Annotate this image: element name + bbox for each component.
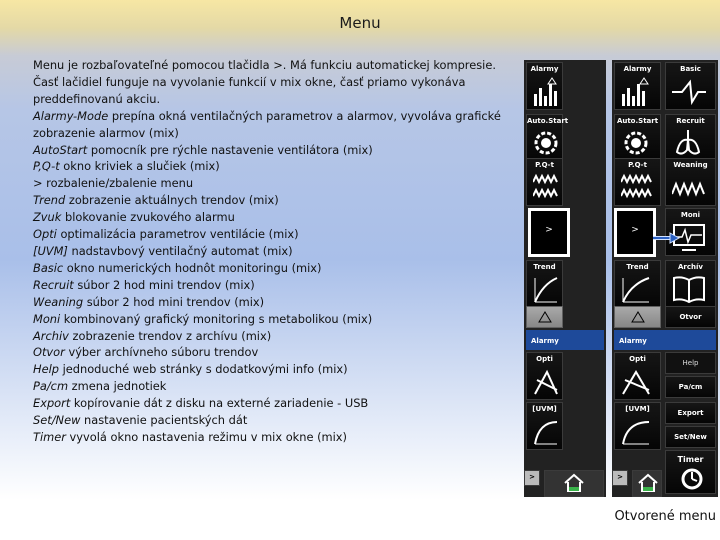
pacm-label: Pa/cm — [678, 383, 703, 391]
timer-label: Timer — [677, 455, 704, 464]
description-line — [33, 91, 508, 108]
term-label: [UVM] — [33, 243, 68, 258]
sound-mute-button[interactable] — [526, 306, 563, 328]
description-line — [33, 175, 508, 192]
pqt-label: P.Q-t — [535, 161, 554, 169]
trend-button[interactable] — [614, 260, 661, 308]
line-text: nadstavbový ventilačný automat (mix) — [67, 243, 293, 258]
description-list — [33, 57, 508, 446]
expand-small-label: > — [617, 473, 623, 481]
export-button[interactable] — [665, 402, 716, 424]
expand-small-button[interactable] — [524, 470, 540, 486]
basic-button[interactable] — [665, 62, 716, 110]
term-label: Trend — [33, 193, 66, 208]
uvm-curve-icon — [533, 416, 559, 446]
line-text: preddefinovanú akciu. — [33, 91, 161, 106]
lungs-icon — [672, 128, 706, 158]
home-icon — [637, 473, 659, 493]
expand-label: > — [631, 225, 639, 235]
term-label: Help — [33, 362, 59, 377]
trend-button[interactable] — [526, 260, 563, 308]
open-menu-caption: Otvorené menu — [614, 509, 716, 524]
line-text: pomocník pre rýchle nastavenie ventilátora (mix) — [87, 142, 373, 157]
trend-label: Trend — [533, 263, 556, 271]
line-text: Menu je rozbaľovateľné pomocou tlačidla >. Má funkciu automatickej kompresie. — [33, 58, 496, 72]
uvm-curve-icon — [621, 416, 651, 446]
menu-open-panel — [612, 60, 718, 497]
line-text: prepína okná ventilačných parametrov a alarmov, vyvoláva grafické — [108, 108, 501, 123]
waveform-icon — [621, 172, 655, 202]
timer-icon — [680, 467, 704, 491]
opti-compass-icon — [621, 366, 651, 396]
bell-icon — [628, 311, 648, 325]
book-icon — [672, 274, 706, 304]
term-label: Otvor — [33, 345, 65, 360]
description-line — [33, 158, 508, 175]
line-text: súbor 2 hod mini trendov (mix) — [73, 277, 255, 292]
alarmy-bar[interactable] — [614, 330, 716, 350]
term-label: AutoStart — [33, 142, 88, 157]
term-label: P,Q-t — [33, 159, 60, 174]
menu-closed-panel — [524, 60, 606, 497]
line-text: zobrazenie alarmov (mix) — [33, 125, 179, 140]
term-label: Opti — [33, 227, 57, 242]
line-text: zobrazenie trendov z archívu (mix) — [68, 328, 272, 343]
home-button[interactable] — [544, 470, 604, 497]
pqt-button[interactable] — [614, 158, 661, 206]
expand-menu-button[interactable] — [528, 208, 570, 257]
term-label: Alarmy-Mode — [33, 108, 109, 123]
moni-label: Moni — [680, 211, 701, 219]
opti-button[interactable] — [614, 352, 661, 400]
autostart-button[interactable] — [526, 114, 569, 162]
uvm-button[interactable] — [614, 402, 661, 450]
description-line — [33, 192, 508, 209]
autostart-label: Auto.Start — [527, 117, 569, 125]
line-text: jednoduché web stránky s dodatkovými info (mix) — [58, 362, 348, 377]
term-label: Timer — [33, 429, 66, 444]
export-label: Export — [677, 409, 704, 417]
line-text: kombinovaný grafický monitoring s metabolikou (mix) — [60, 311, 373, 326]
description-line — [33, 361, 508, 378]
expand-label: > — [545, 225, 553, 235]
uvm-label: [UVM] — [532, 405, 557, 413]
alarmy-label: Alarmy — [530, 65, 559, 73]
description-line — [33, 142, 508, 159]
description-line — [33, 395, 508, 412]
alarm-bars-icon — [621, 76, 651, 106]
line-text: kopírovanie dát z disku na externé zariadenie - USB — [70, 396, 369, 411]
pacm-button[interactable] — [665, 376, 716, 398]
line-text: nastavenie pacientských dát — [80, 413, 248, 428]
setnew-label: Set/New — [674, 433, 707, 441]
description-line — [33, 57, 508, 74]
description-line — [33, 125, 508, 142]
expand-small-label: > — [529, 473, 535, 481]
term-label: Pa/cm — [33, 379, 69, 394]
recruit-button[interactable] — [665, 114, 716, 162]
line-text: vyvolá okno nastavenia režimu v mix okne (mix) — [65, 429, 347, 444]
description-line — [33, 108, 508, 125]
sound-mute-button[interactable] — [614, 306, 661, 328]
archiv-label: Archív — [678, 263, 703, 271]
description-line — [33, 294, 508, 311]
archiv-button[interactable] — [665, 260, 716, 308]
basic-label: Basic — [680, 65, 701, 73]
term-label: Set/New — [33, 413, 81, 428]
term-label: Export — [33, 396, 71, 411]
description-line — [33, 74, 508, 91]
trend-curve-icon — [533, 274, 559, 304]
line-text: optimalizácia parametrov ventilácie (mix) — [56, 227, 299, 242]
line-text: výber archívneho súboru trendov — [64, 345, 259, 360]
otvor-button[interactable] — [665, 306, 716, 328]
description-line — [33, 344, 508, 361]
gear-icon — [533, 128, 559, 158]
waveform-icon — [533, 172, 559, 202]
description-line — [33, 378, 508, 395]
description-line — [33, 209, 508, 226]
basic-pulse-icon — [672, 76, 706, 106]
help-label: Help — [682, 359, 699, 367]
line-text: okno numerických hodnôt monitoringu (mix) — [63, 260, 322, 275]
bell-icon — [535, 311, 555, 325]
line-text: Časť lačidiel funguje na vyvolanie funkcií v mix okne, časť priamo vykonáva — [33, 74, 466, 89]
home-button[interactable] — [632, 470, 662, 497]
pqt-label: P.Q-t — [628, 161, 647, 169]
trend-label: Trend — [626, 263, 649, 271]
setnew-button[interactable] — [665, 426, 716, 448]
line-text: > rozbalenie/zbalenie menu — [33, 176, 194, 191]
uvm-label: [UVM] — [625, 405, 650, 413]
opti-button[interactable] — [526, 352, 563, 400]
term-label: Archiv — [33, 328, 69, 343]
term-label: Weaning — [33, 294, 84, 309]
alarmy-button[interactable] — [614, 62, 661, 110]
recruit-label: Recruit — [676, 117, 705, 125]
alarmy-button[interactable] — [526, 62, 563, 110]
line-text: blokovanie zvukového alarmu — [61, 210, 235, 225]
weaning-label: Weaning — [673, 161, 708, 169]
description-line — [33, 226, 508, 243]
uvm-button[interactable] — [526, 402, 563, 450]
alarmy-bar[interactable] — [526, 330, 604, 350]
opti-label: Opti — [536, 355, 553, 363]
alarmy-label: Alarmy — [623, 65, 652, 73]
description-line — [33, 243, 508, 260]
opti-label: Opti — [629, 355, 646, 363]
trend-curve-icon — [621, 274, 651, 304]
line-text: súbor 2 hod mini trendov (mix) — [83, 294, 265, 309]
weaning-wave-icon — [672, 172, 706, 202]
line-text: okno kriviek a slučiek (mix) — [59, 159, 220, 174]
autostart-button[interactable] — [614, 114, 661, 162]
term-label: Recruit — [33, 277, 74, 292]
weaning-button[interactable] — [665, 158, 716, 206]
autostart-label: Auto.Start — [616, 117, 659, 125]
line-text: zobrazenie aktuálnych trendov (mix) — [65, 193, 279, 208]
opti-compass-icon — [533, 366, 559, 396]
description-line — [33, 328, 508, 345]
term-label: Moni — [33, 311, 61, 326]
otvor-label: Otvor — [679, 313, 702, 321]
expand-small-button[interactable] — [612, 470, 628, 486]
term-label: Zvuk — [33, 210, 62, 225]
line-text: zmena jednotiek — [68, 379, 167, 394]
timer-button[interactable] — [665, 450, 716, 494]
description-line — [33, 311, 508, 328]
alarmy-bar-label: Alarmy — [619, 337, 647, 345]
gear-icon — [621, 128, 651, 158]
alarmy-bar-label: Alarmy — [531, 337, 559, 345]
description-line — [33, 412, 508, 429]
description-line — [33, 277, 508, 294]
home-icon — [563, 473, 585, 493]
alarm-bars-icon — [533, 76, 559, 106]
slide-title: Menu — [339, 14, 381, 32]
term-label: Basic — [33, 260, 64, 275]
description-line — [33, 429, 508, 446]
pqt-button[interactable] — [526, 158, 563, 206]
expand-menu-button[interactable] — [614, 208, 656, 257]
description-line — [33, 260, 508, 277]
help-button[interactable] — [665, 352, 716, 374]
arrow-right-icon — [652, 232, 680, 244]
